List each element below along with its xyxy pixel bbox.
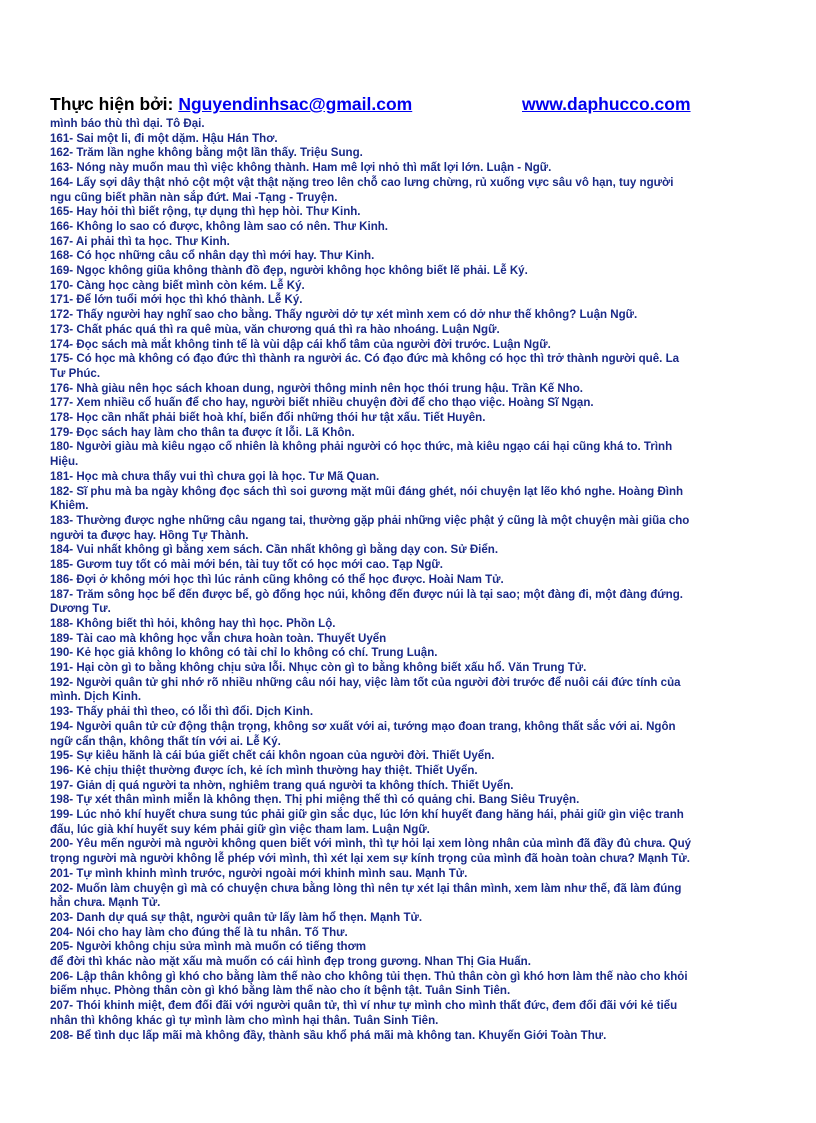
text-line: 194- Người quân tử cử động thận trọng, không sơ xuất với ai, tướng mạo đoan trang, không thất sắc với ai. Ngôn [50,720,676,733]
text-line: 164- Lấy sợi dây thật nhỏ cột một vật thật nặng treo lên chỗ cao lưng chừng, rủ xuống vực sâu vô hạn, tuy người [50,176,674,189]
text-line: 208- Bể tình dục lấp mãi mà không đầy, thành sầu khổ phá mãi mà không tan. Khuyến Giới Toàn Thư. [50,1029,607,1042]
text-line: hẳn chưa. Mạnh Tử. [50,897,161,910]
text-line: 189- Tài cao mà không học vẫn chưa hoàn toàn. Thuyết Uyển [50,632,387,645]
email-link[interactable]: Nguyendinhsac@gmail.com [178,94,413,114]
text-line: 199- Lúc nhỏ khí huyết chưa sung túc phải giữ gìn sắc dục, lúc lớn khí huyết đang hăng hái, phải giữ gìn việc tranh [50,809,684,822]
text-line: 206- Lập thân không gì khó cho bằng làm thế nào cho không tủi thẹn. Thủ thân còn gì khó hơn làm thế nào cho khỏi [50,970,688,983]
text-line: Tư Phúc. [50,367,101,380]
text-line: 170- Càng học càng biết mình còn kém. Lễ Ký. [50,279,305,292]
text-line: nhân thì không khác gì tự mình làm cho mình hại thân. Tuân Sinh Tiên. [50,1014,439,1027]
text-line: 197- Giản dị quá người ta nhờn, nghiêm trang quá người ta không thích. Thiết Uyển. [50,779,514,792]
text-line: 193- Thấy phải thì theo, có lỗi thì đổi. Dịch Kinh. [50,706,314,719]
text-line: 184- Vui nhất không gì bằng xem sách. Cần nhất không gì bằng dạy con. Sử Điển. [50,544,499,557]
document-page [50,94,778,1043]
text-line: 195- Sự kiêu hãnh là cái búa giết chết cái khôn ngoan của người đời. Thiết Uyển. [50,750,495,763]
website-link[interactable]: www.daphucco.com [522,94,691,114]
text-line: 196- Kẻ chịu thiệt thường được ích, kẻ ích mình thường hay thiệt. Thiết Uyển. [50,764,478,777]
text-line: 188- Không biết thì hỏi, không hay thì học. Phồn Lộ. [50,617,336,630]
text-line: 203- Danh dự quá sự thật, người quân tử lấy làm hổ thẹn. Mạnh Tử. [50,911,423,924]
text-line: 174- Đọc sách mà mắt không tinh tế là vùi dập cái khổ tâm của người đời trước. Luận Ngữ. [50,338,551,351]
text-line: 200- Yêu mến người mà người không quen biết với mình, thì tự hỏi lại xem lòng nhân của mình đã đầy đủ chưa. Quý [50,838,692,851]
text-line: mình. Dịch Kinh. [50,691,142,704]
text-line: 205- Người không chịu sửa mình mà muốn có tiếng thơm [50,941,367,954]
text-line: 178- Học cần nhất phải biết hoà khí, biến đổi những thói hư tật xấu. Tiết Huyên. [50,412,486,425]
text-line: 204- Nói cho hay làm cho đúng thế là tu nhân. Tố Thư. [50,926,348,939]
text-line: 175- Có học mà không có đạo đức thì thành ra người ác. Có đạo đức mà không có học thì trở thành người quê. La [50,353,680,366]
text-line: 180- Người giàu mà kiêu ngạo cố nhiên là không phải người có học thức, mà kiêu ngạo cái hại cũng khá to. Trình [50,441,673,454]
text-line: biếm nhục. Phòng thân còn gì khó bằng làm thế nào cho ít bệnh tật. Tuân Sinh Tiên. [50,985,511,998]
text-line: 183- Thường được nghe những câu ngang tai, thường gặp phải những việc phật ý cũng là một chuyện mài giũa cho [50,514,690,527]
text-line: Hiệu. [50,456,79,469]
text-line: 168- Có học những câu cổ nhân dạy thì mới hay. Thư Kinh. [50,250,375,263]
text-line: để đời thì khác nào mặt xấu mà muốn có cái hình đẹp trong gương. Nhan Thị Gia Huấn. [50,956,531,969]
author-label: Thực hiện bởi: [50,94,174,114]
text-line: 169- Ngọc không giũa không thành đồ đẹp, người không học không biết lẽ phải. Lễ Ký. [50,265,528,278]
text-line: 202- Muốn làm chuyện gì mà có chuyện chưa bằng lòng thì nên tự xét lại thân mình, xem làm như thế, đã làm đúng [50,882,682,895]
text-line: 165- Hay hỏi thì biết rộng, tự dụng thì hẹp hòi. Thư Kinh. [50,206,361,219]
text-line: 181- Học mà chưa thấy vui thì chưa gọi là học. Tư Mã Quan. [50,470,380,483]
text-line: 163- Nóng này muốn mau thì việc không thành. Ham mê lợi nhỏ thì mất lợi lớn. Luận - Ngữ. [50,162,552,175]
text-line: 167- Ai phải thì ta học. Thư Kinh. [50,235,230,248]
text-line: Khiêm. [50,500,89,513]
text-line: 176- Nhà giàu nên học sách khoan dung, người thông minh nên học thói trung hậu. Trần Kế Nho. [50,382,583,395]
text-line: 166- Không lo sao có được, không làm sao có nên. Thư Kinh. [50,220,389,233]
text-line: 198- Tự xét thân mình miễn là không thẹn. Thị phi miệng thế thì có quảng chi. Bang Siêu Truyện. [50,794,580,807]
text-line: 190- Kẻ học giả không lo không có tài chỉ lo không có chí. Trung Luận. [50,647,438,660]
text-line: 161- Sai một li, đi một dặm. Hậu Hán Thơ. [50,132,278,145]
text-line: Dương Tư. [50,603,111,616]
text-line: 182- Sĩ phu mà ba ngày không đọc sách thì soi gương mặt mũi đáng ghét, nói chuyện lạt lẽo khó nghe. Hoàng Đình [50,485,684,498]
text-line: ngữ cẩn thận, không thất tín với ai. Lễ Ký. [50,735,281,748]
text-line: 187- Trăm sông học bể đến được bể, gò đống học núi, không đến được núi là tại sao; một đàng đi, một đàng đứng. [50,588,683,601]
text-line: 191- Hại còn gì to bằng không chịu sửa lỗi. Nhục còn gì to bằng không biết xấu hổ. Văn Trung Tử. [50,662,587,675]
text-line: ngu cũng biết phần nàn sắp đứt. Mai -Tạng - Truyện. [50,191,338,204]
text-line: 172- Thấy người hay nghĩ sao cho bằng. Thấy người dở tự xét mình xem có dở như thế không? Luận Ngữ. [50,309,638,322]
text-line: 179- Đọc sách hay làm cho thân ta được ít lỗi. Lã Khôn. [50,426,355,439]
text-line: 192- Người quân tử ghi nhớ rõ nhiều những câu nói hay, việc làm tốt của người đời trước để nuôi cái đức tính của [50,676,681,689]
text-line: 207- Thói khinh miệt, đem đối đãi với người quân tử, thì ví như tự mình cho mình thất đức, đem đối đãi với kẻ tiểu [50,1000,678,1013]
text-line: 171- Để lớn tuổi mới học thì khó thành. Lễ Ký. [50,294,303,307]
text-line: mình báo thù thì dại. Tô Đại. [50,118,205,130]
text-line: 201- Tự mình khinh mình trước, người ngoài mới khinh mình sau. Mạnh Tử. [50,867,468,880]
text-line: 185- Gươm tuy tốt có mài mới bén, tài tuy tốt có học mới cao. Tạp Ngữ. [50,559,443,572]
text-line: 186- Đợi ở không mới học thì lúc rảnh cũng không có thể học được. Hoài Nam Tử. [50,573,504,586]
text-line: người ta được hay. Hồng Tự Thành. [50,529,249,542]
page-header [50,94,778,116]
quote-list [50,117,778,1043]
text-line: đấu, lúc già khí huyết suy kém phải giữ gìn việc tham lam. Luận Ngữ. [50,823,430,836]
text-line: 173- Chất phác quá thì ra quê mùa, văn chương quá thì ra hào nhoáng. Luận Ngữ. [50,323,500,336]
text-line: 177- Xem nhiều cổ huấn để cho hay, người biết nhiều chuyện đời để cho thạo việc. Hoàng Sĩ Ngạn. [50,397,594,410]
text-line: 162- Trăm lần nghe không bằng một lần thấy. Triệu Sung. [50,147,363,160]
text-line: trọng người mà người không lễ phép với mình, thì xét lại xem sự kính trọng của mình đã hoàn toàn chưa? Mạnh Tử. [50,853,690,866]
